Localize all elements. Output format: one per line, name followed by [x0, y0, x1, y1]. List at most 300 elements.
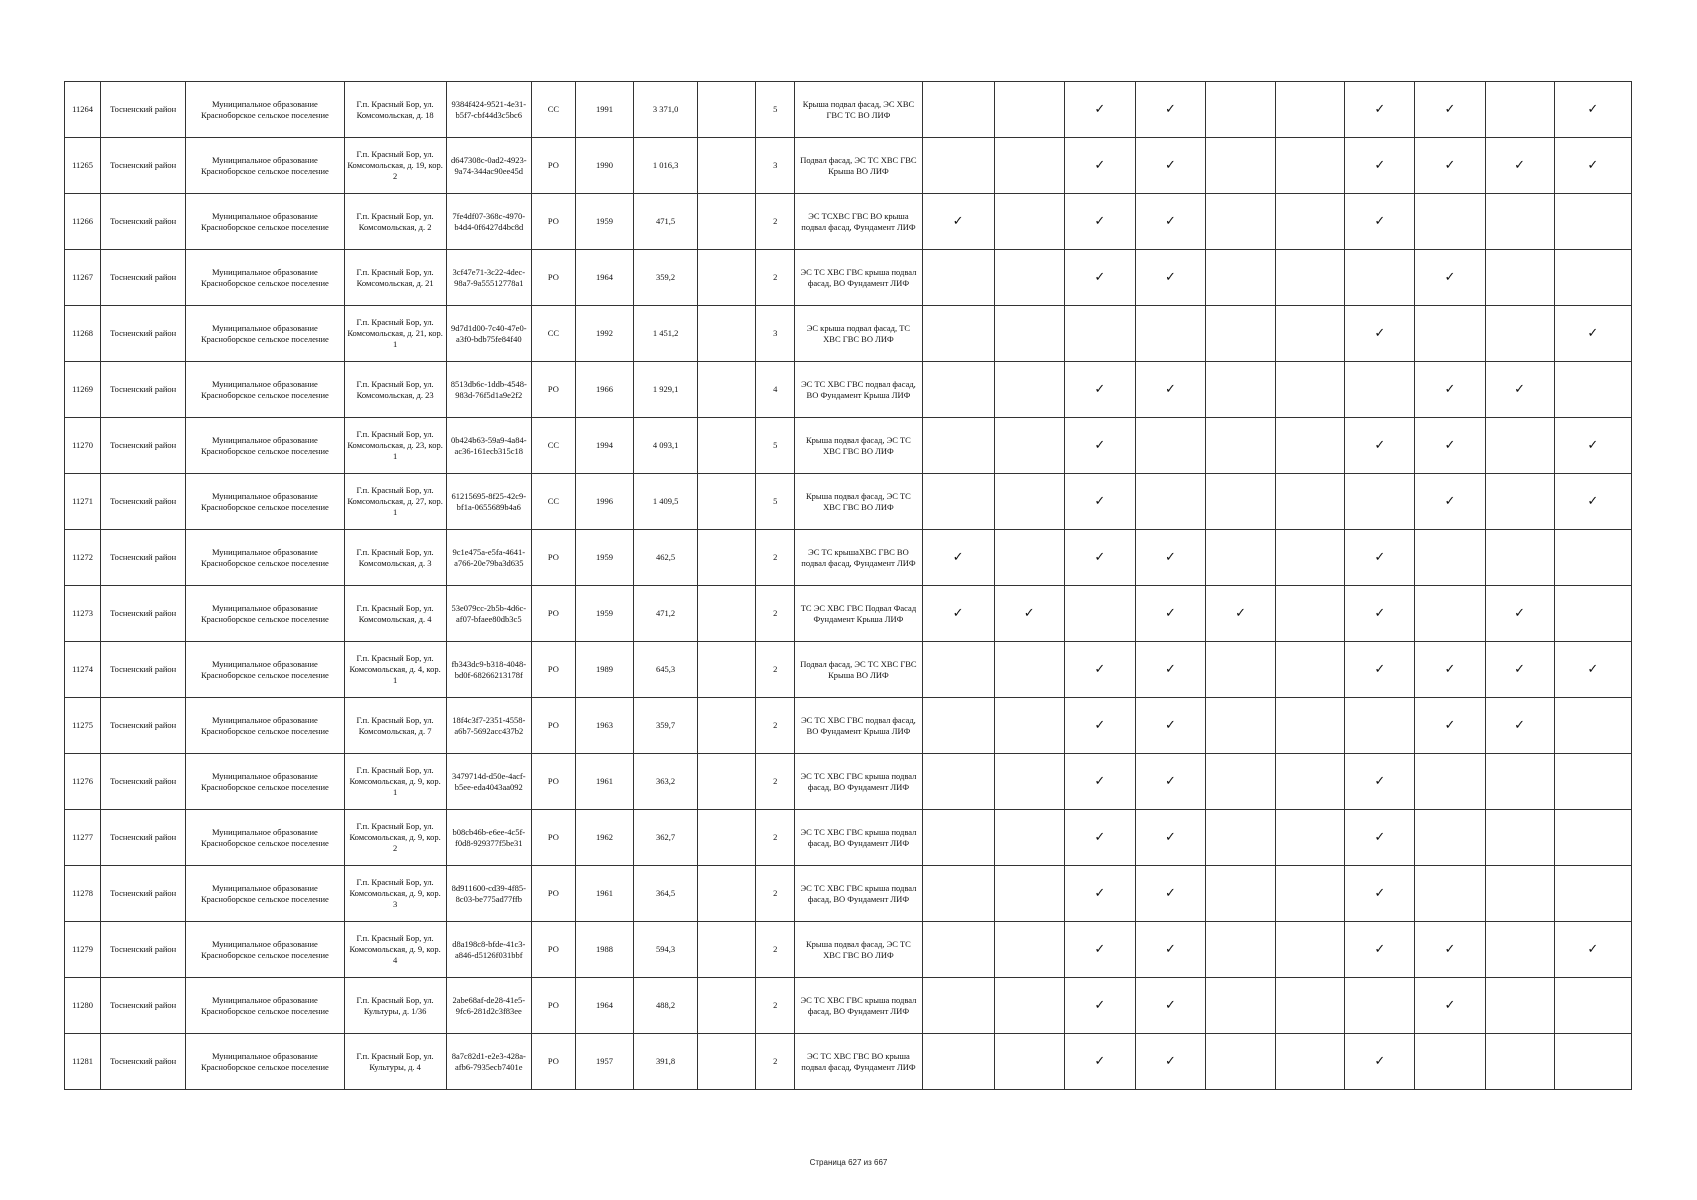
check-mark-icon: ✓ — [1064, 1034, 1135, 1090]
district-cell: Тосненский район — [101, 922, 186, 978]
works-cell: Подвал фасад, ЭС ТС ХВС ГВС Крыша ВО ЛИФ — [795, 642, 922, 698]
empty-check-cell — [922, 250, 994, 306]
empty-cell — [698, 530, 756, 586]
table-row — [65, 810, 1632, 866]
empty-check-cell — [1276, 978, 1345, 1034]
year-cell: 1994 — [575, 418, 633, 474]
check-mark-icon: ✓ — [1415, 698, 1485, 754]
municipality-cell: Муниципальное образование Красноборское сельское поселение — [186, 306, 344, 362]
guid-cell: 7fe4df07-368c-4970-b4d4-0f6427d4bc8d — [446, 194, 531, 250]
empty-check-cell — [1206, 810, 1276, 866]
district-cell: Тосненский район — [101, 306, 186, 362]
row-id-cell: 11265 — [65, 138, 101, 194]
district-cell: Тосненский район — [101, 82, 186, 138]
empty-cell — [698, 82, 756, 138]
year-cell: 1991 — [575, 82, 633, 138]
works-cell: ЭС ТС ХВС ГВС крыша подвал фасад, ВО Фундамент ЛИФ — [795, 250, 922, 306]
district-cell: Тосненский район — [101, 362, 186, 418]
empty-check-cell — [922, 474, 994, 530]
municipality-cell: Муниципальное образование Красноборское сельское поселение — [186, 810, 344, 866]
empty-cell — [698, 362, 756, 418]
year-cell: 1988 — [575, 922, 633, 978]
check-mark-icon: ✓ — [1064, 194, 1135, 250]
works-cell: Крыша подвал фасад, ЭС ТС ХВС ГВС ВО ЛИФ — [795, 474, 922, 530]
empty-check-cell — [994, 698, 1064, 754]
empty-check-cell — [1276, 1034, 1345, 1090]
empty-check-cell — [994, 810, 1064, 866]
empty-check-cell — [994, 866, 1064, 922]
empty-check-cell — [922, 922, 994, 978]
table-row — [65, 194, 1632, 250]
address-cell: Г.п. Красный Бор, ул. Комсомольская, д. 23, кор. 1 — [344, 418, 446, 474]
empty-check-cell — [1415, 810, 1485, 866]
check-mark-icon: ✓ — [1135, 82, 1205, 138]
empty-check-cell — [994, 530, 1064, 586]
check-mark-icon: ✓ — [1485, 642, 1554, 698]
works-cell: ЭС ТСХВС ГВС ВО крыша подвал фасад, Фундамент ЛИФ — [795, 194, 922, 250]
empty-check-cell — [922, 306, 994, 362]
area-cell: 362,7 — [634, 810, 698, 866]
area-cell: 4 093,1 — [634, 418, 698, 474]
row-id-cell: 11267 — [65, 250, 101, 306]
empty-check-cell — [1206, 306, 1276, 362]
check-mark-icon: ✓ — [1064, 82, 1135, 138]
check-mark-icon: ✓ — [1345, 1034, 1415, 1090]
guid-cell: 9c1e475a-e5fa-4641-a766-20e79ba3d635 — [446, 530, 531, 586]
district-cell: Тосненский район — [101, 418, 186, 474]
works-cell: Крыша подвал фасад, ЭС ТС ХВС ГВС ВО ЛИФ — [795, 418, 922, 474]
empty-cell — [698, 474, 756, 530]
empty-check-cell — [1276, 810, 1345, 866]
empty-check-cell — [1206, 530, 1276, 586]
year-cell: 1959 — [575, 586, 633, 642]
empty-check-cell — [994, 754, 1064, 810]
check-mark-icon: ✓ — [1554, 474, 1631, 530]
empty-check-cell — [1485, 250, 1554, 306]
address-cell: Г.п. Красный Бор, ул. Комсомольская, д. 9, кор. 4 — [344, 922, 446, 978]
check-mark-icon: ✓ — [1064, 866, 1135, 922]
empty-check-cell — [1206, 250, 1276, 306]
municipality-cell: Муниципальное образование Красноборское сельское поселение — [186, 754, 344, 810]
empty-check-cell — [994, 194, 1064, 250]
municipality-cell: Муниципальное образование Красноборское сельское поселение — [186, 1034, 344, 1090]
empty-check-cell — [1064, 306, 1135, 362]
empty-check-cell — [922, 698, 994, 754]
guid-cell: d647308c-0ad2-4923-9a74-344ac90ee45d — [446, 138, 531, 194]
municipality-cell: Муниципальное образование Красноборское сельское поселение — [186, 922, 344, 978]
check-mark-icon: ✓ — [1415, 362, 1485, 418]
empty-check-cell — [1276, 586, 1345, 642]
type-cell: РО — [531, 698, 575, 754]
works-cell: ЭС ТС ХВС ГВС подвал фасад, ВО Фундамент Крыша ЛИФ — [795, 362, 922, 418]
year-cell: 1961 — [575, 866, 633, 922]
empty-check-cell — [1135, 306, 1205, 362]
address-cell: Г.п. Красный Бор, ул. Комсомольская, д. 21 — [344, 250, 446, 306]
check-mark-icon: ✓ — [1345, 586, 1415, 642]
address-cell: Г.п. Красный Бор, ул. Комсомольская, д. 4, кор. 1 — [344, 642, 446, 698]
empty-check-cell — [1276, 418, 1345, 474]
row-id-cell: 11279 — [65, 922, 101, 978]
year-cell: 1959 — [575, 194, 633, 250]
municipality-cell: Муниципальное образование Красноборское сельское поселение — [186, 530, 344, 586]
empty-check-cell — [1415, 866, 1485, 922]
empty-check-cell — [1276, 194, 1345, 250]
municipality-cell: Муниципальное образование Красноборское сельское поселение — [186, 474, 344, 530]
area-cell: 3 371,0 — [634, 82, 698, 138]
registry-table — [64, 81, 1632, 1090]
check-mark-icon: ✓ — [1064, 418, 1135, 474]
count-cell: 2 — [756, 194, 795, 250]
empty-cell — [698, 978, 756, 1034]
address-cell: Г.п. Красный Бор, ул. Комсомольская, д. 9, кор. 1 — [344, 754, 446, 810]
empty-check-cell — [1485, 306, 1554, 362]
area-cell: 1 929,1 — [634, 362, 698, 418]
empty-cell — [698, 418, 756, 474]
empty-check-cell — [1554, 530, 1631, 586]
area-cell: 363,2 — [634, 754, 698, 810]
address-cell: Г.п. Красный Бор, ул. Комсомольская, д. 4 — [344, 586, 446, 642]
district-cell: Тосненский район — [101, 978, 186, 1034]
address-cell: Г.п. Красный Бор, ул. Комсомольская, д. 2 — [344, 194, 446, 250]
empty-cell — [698, 1034, 756, 1090]
table-row — [65, 754, 1632, 810]
table-row — [65, 250, 1632, 306]
table-row — [65, 922, 1632, 978]
empty-check-cell — [922, 362, 994, 418]
check-mark-icon: ✓ — [1135, 1034, 1205, 1090]
check-mark-icon: ✓ — [1345, 810, 1415, 866]
type-cell: СС — [531, 82, 575, 138]
area-cell: 364,5 — [634, 866, 698, 922]
year-cell: 1992 — [575, 306, 633, 362]
area-cell: 594,3 — [634, 922, 698, 978]
area-cell: 471,2 — [634, 586, 698, 642]
count-cell: 2 — [756, 810, 795, 866]
guid-cell: 9384f424-9521-4e31-b5f7-cbf44d3c5bc6 — [446, 82, 531, 138]
guid-cell: 18f4c3f7-2351-4558-a6b7-5692acc437b2 — [446, 698, 531, 754]
table-row — [65, 866, 1632, 922]
type-cell: РО — [531, 362, 575, 418]
empty-check-cell — [1276, 250, 1345, 306]
row-id-cell: 11274 — [65, 642, 101, 698]
type-cell: РО — [531, 138, 575, 194]
works-cell: ЭС ТС ХВС ГВС ВО крыша подвал фасад, Фундамент ЛИФ — [795, 1034, 922, 1090]
empty-check-cell — [994, 922, 1064, 978]
check-mark-icon: ✓ — [1135, 698, 1205, 754]
type-cell: РО — [531, 922, 575, 978]
check-mark-icon: ✓ — [922, 530, 994, 586]
check-mark-icon: ✓ — [1135, 530, 1205, 586]
table-row — [65, 1034, 1632, 1090]
count-cell: 2 — [756, 586, 795, 642]
empty-check-cell — [1554, 754, 1631, 810]
check-mark-icon: ✓ — [1064, 810, 1135, 866]
empty-check-cell — [1276, 754, 1345, 810]
municipality-cell: Муниципальное образование Красноборское сельское поселение — [186, 194, 344, 250]
type-cell: РО — [531, 754, 575, 810]
check-mark-icon: ✓ — [994, 586, 1064, 642]
empty-check-cell — [1206, 698, 1276, 754]
row-id-cell: 11278 — [65, 866, 101, 922]
guid-cell: 3479714d-d50e-4acf-b5ee-eda4043aa092 — [446, 754, 531, 810]
check-mark-icon: ✓ — [1135, 250, 1205, 306]
area-cell: 1 409,5 — [634, 474, 698, 530]
district-cell: Тосненский район — [101, 586, 186, 642]
check-mark-icon: ✓ — [1135, 978, 1205, 1034]
district-cell: Тосненский район — [101, 138, 186, 194]
guid-cell: 3cf47e71-3c22-4dec-98a7-9a55512778a1 — [446, 250, 531, 306]
empty-check-cell — [1345, 474, 1415, 530]
type-cell: РО — [531, 586, 575, 642]
year-cell: 1964 — [575, 978, 633, 1034]
municipality-cell: Муниципальное образование Красноборское сельское поселение — [186, 698, 344, 754]
empty-check-cell — [1485, 922, 1554, 978]
empty-check-cell — [1345, 978, 1415, 1034]
district-cell: Тосненский район — [101, 1034, 186, 1090]
empty-check-cell — [994, 82, 1064, 138]
works-cell: ЭС ТС ХВС ГВС крыша подвал фасад, ВО Фундамент ЛИФ — [795, 978, 922, 1034]
municipality-cell: Муниципальное образование Красноборское сельское поселение — [186, 418, 344, 474]
empty-cell — [698, 306, 756, 362]
row-id-cell: 11277 — [65, 810, 101, 866]
check-mark-icon: ✓ — [1064, 754, 1135, 810]
empty-check-cell — [1415, 530, 1485, 586]
empty-check-cell — [1206, 138, 1276, 194]
municipality-cell: Муниципальное образование Красноборское сельское поселение — [186, 866, 344, 922]
guid-cell: b08cb46b-e6ee-4c5f-f0d8-929377f5be31 — [446, 810, 531, 866]
address-cell: Г.п. Красный Бор, ул. Комсомольская, д. 9, кор. 3 — [344, 866, 446, 922]
empty-check-cell — [1485, 866, 1554, 922]
count-cell: 2 — [756, 922, 795, 978]
municipality-cell: Муниципальное образование Красноборское сельское поселение — [186, 978, 344, 1034]
type-cell: РО — [531, 810, 575, 866]
works-cell: Подвал фасад, ЭС ТС ХВС ГВС Крыша ВО ЛИФ — [795, 138, 922, 194]
empty-check-cell — [1345, 698, 1415, 754]
year-cell: 1959 — [575, 530, 633, 586]
guid-cell: fb343dc9-b318-4048-bd0f-68266213178f — [446, 642, 531, 698]
table-row — [65, 978, 1632, 1034]
row-id-cell: 11272 — [65, 530, 101, 586]
check-mark-icon: ✓ — [1554, 306, 1631, 362]
empty-check-cell — [1345, 362, 1415, 418]
district-cell: Тосненский район — [101, 474, 186, 530]
check-mark-icon: ✓ — [1345, 642, 1415, 698]
empty-check-cell — [1206, 642, 1276, 698]
empty-cell — [698, 250, 756, 306]
check-mark-icon: ✓ — [1064, 698, 1135, 754]
area-cell: 471,5 — [634, 194, 698, 250]
check-mark-icon: ✓ — [1554, 138, 1631, 194]
empty-cell — [698, 922, 756, 978]
empty-check-cell — [922, 138, 994, 194]
count-cell: 5 — [756, 82, 795, 138]
check-mark-icon: ✓ — [1415, 978, 1485, 1034]
empty-check-cell — [1554, 362, 1631, 418]
row-id-cell: 11270 — [65, 418, 101, 474]
area-cell: 1 016,3 — [634, 138, 698, 194]
table-row — [65, 138, 1632, 194]
type-cell: РО — [531, 1034, 575, 1090]
check-mark-icon: ✓ — [1064, 362, 1135, 418]
works-cell: ЭС ТС ХВС ГВС крыша подвал фасад, ВО Фундамент ЛИФ — [795, 866, 922, 922]
empty-check-cell — [1415, 306, 1485, 362]
check-mark-icon: ✓ — [1554, 922, 1631, 978]
empty-check-cell — [994, 978, 1064, 1034]
table-row — [65, 82, 1632, 138]
check-mark-icon: ✓ — [1485, 362, 1554, 418]
empty-check-cell — [1415, 194, 1485, 250]
empty-cell — [698, 642, 756, 698]
table-row — [65, 306, 1632, 362]
area-cell: 391,8 — [634, 1034, 698, 1090]
empty-check-cell — [1415, 1034, 1485, 1090]
table-row — [65, 418, 1632, 474]
empty-check-cell — [922, 642, 994, 698]
table-row — [65, 642, 1632, 698]
district-cell: Тосненский район — [101, 810, 186, 866]
empty-check-cell — [1206, 194, 1276, 250]
count-cell: 2 — [756, 698, 795, 754]
count-cell: 3 — [756, 138, 795, 194]
empty-check-cell — [1554, 810, 1631, 866]
empty-check-cell — [1276, 866, 1345, 922]
district-cell: Тосненский район — [101, 530, 186, 586]
empty-check-cell — [1415, 586, 1485, 642]
check-mark-icon: ✓ — [1135, 922, 1205, 978]
check-mark-icon: ✓ — [1485, 586, 1554, 642]
row-id-cell: 11280 — [65, 978, 101, 1034]
check-mark-icon: ✓ — [1415, 138, 1485, 194]
works-cell: ЭС ТС ХВС ГВС крыша подвал фасад, ВО Фундамент ЛИФ — [795, 754, 922, 810]
count-cell: 2 — [756, 250, 795, 306]
check-mark-icon: ✓ — [1415, 418, 1485, 474]
check-mark-icon: ✓ — [1415, 474, 1485, 530]
empty-check-cell — [1554, 866, 1631, 922]
works-cell: ЭС ТС крышаХВС ГВС ВО подвал фасад, Фундамент ЛИФ — [795, 530, 922, 586]
check-mark-icon: ✓ — [1206, 586, 1276, 642]
year-cell: 1963 — [575, 698, 633, 754]
empty-check-cell — [1485, 754, 1554, 810]
empty-check-cell — [1554, 586, 1631, 642]
year-cell: 1990 — [575, 138, 633, 194]
works-cell: ЭС крыша подвал фасад, ТС ХВС ГВС ВО ЛИФ — [795, 306, 922, 362]
type-cell: РО — [531, 978, 575, 1034]
year-cell: 1964 — [575, 250, 633, 306]
empty-check-cell — [1276, 82, 1345, 138]
check-mark-icon: ✓ — [1345, 82, 1415, 138]
district-cell: Тосненский район — [101, 866, 186, 922]
check-mark-icon: ✓ — [1135, 362, 1205, 418]
empty-check-cell — [1485, 474, 1554, 530]
address-cell: Г.п. Красный Бор, ул. Культуры, д. 1/36 — [344, 978, 446, 1034]
type-cell: СС — [531, 474, 575, 530]
address-cell: Г.п. Красный Бор, ул. Комсомольская, д. 21, кор. 1 — [344, 306, 446, 362]
empty-check-cell — [1485, 810, 1554, 866]
year-cell: 1961 — [575, 754, 633, 810]
check-mark-icon: ✓ — [1135, 866, 1205, 922]
guid-cell: 2abe68af-de28-41e5-9fc6-281d2c3f83ee — [446, 978, 531, 1034]
table-row — [65, 586, 1632, 642]
empty-check-cell — [1485, 1034, 1554, 1090]
empty-check-cell — [1554, 250, 1631, 306]
municipality-cell: Муниципальное образование Красноборское сельское поселение — [186, 82, 344, 138]
check-mark-icon: ✓ — [1415, 250, 1485, 306]
guid-cell: 8a7c82d1-e2e3-428a-afb6-7935ecb7401e — [446, 1034, 531, 1090]
address-cell: Г.п. Красный Бор, ул. Комсомольская, д. 7 — [344, 698, 446, 754]
guid-cell: d8a198c8-bfde-41c3-a846-d5126f031bbf — [446, 922, 531, 978]
row-id-cell: 11264 — [65, 82, 101, 138]
empty-check-cell — [1276, 642, 1345, 698]
type-cell: РО — [531, 642, 575, 698]
empty-check-cell — [994, 306, 1064, 362]
empty-check-cell — [1206, 418, 1276, 474]
count-cell: 2 — [756, 754, 795, 810]
district-cell: Тосненский район — [101, 250, 186, 306]
guid-cell: 61215695-8f25-42c9-bf1a-0655689b4a6 — [446, 474, 531, 530]
table-row — [65, 530, 1632, 586]
empty-check-cell — [922, 810, 994, 866]
empty-check-cell — [1485, 82, 1554, 138]
area-cell: 488,2 — [634, 978, 698, 1034]
empty-check-cell — [1206, 922, 1276, 978]
empty-check-cell — [1206, 1034, 1276, 1090]
empty-check-cell — [922, 1034, 994, 1090]
empty-check-cell — [1206, 474, 1276, 530]
address-cell: Г.п. Красный Бор, ул. Комсомольская, д. 23 — [344, 362, 446, 418]
empty-cell — [698, 586, 756, 642]
check-mark-icon: ✓ — [1135, 586, 1205, 642]
year-cell: 1989 — [575, 642, 633, 698]
row-id-cell: 11276 — [65, 754, 101, 810]
empty-check-cell — [1485, 418, 1554, 474]
row-id-cell: 11268 — [65, 306, 101, 362]
check-mark-icon: ✓ — [1135, 642, 1205, 698]
type-cell: РО — [531, 866, 575, 922]
area-cell: 359,2 — [634, 250, 698, 306]
check-mark-icon: ✓ — [1415, 642, 1485, 698]
year-cell: 1996 — [575, 474, 633, 530]
empty-check-cell — [1064, 586, 1135, 642]
empty-check-cell — [1485, 978, 1554, 1034]
row-id-cell: 11269 — [65, 362, 101, 418]
check-mark-icon: ✓ — [1554, 82, 1631, 138]
count-cell: 2 — [756, 1034, 795, 1090]
empty-cell — [698, 698, 756, 754]
count-cell: 3 — [756, 306, 795, 362]
check-mark-icon: ✓ — [1345, 530, 1415, 586]
empty-check-cell — [994, 138, 1064, 194]
empty-check-cell — [994, 474, 1064, 530]
type-cell: РО — [531, 194, 575, 250]
address-cell: Г.п. Красный Бор, ул. Комсомольская, д. 3 — [344, 530, 446, 586]
empty-check-cell — [1276, 474, 1345, 530]
address-cell: Г.п. Красный Бор, ул. Комсомольская, д. 27, кор. 1 — [344, 474, 446, 530]
empty-check-cell — [994, 418, 1064, 474]
empty-check-cell — [1485, 530, 1554, 586]
empty-check-cell — [1415, 754, 1485, 810]
district-cell: Тосненский район — [101, 698, 186, 754]
check-mark-icon: ✓ — [1064, 138, 1135, 194]
table-row — [65, 698, 1632, 754]
empty-check-cell — [1276, 698, 1345, 754]
address-cell: Г.п. Красный Бор, ул. Культуры, д. 4 — [344, 1034, 446, 1090]
empty-check-cell — [1554, 1034, 1631, 1090]
empty-check-cell — [1554, 978, 1631, 1034]
empty-cell — [698, 754, 756, 810]
check-mark-icon: ✓ — [1485, 138, 1554, 194]
count-cell: 2 — [756, 978, 795, 1034]
check-mark-icon: ✓ — [1415, 922, 1485, 978]
